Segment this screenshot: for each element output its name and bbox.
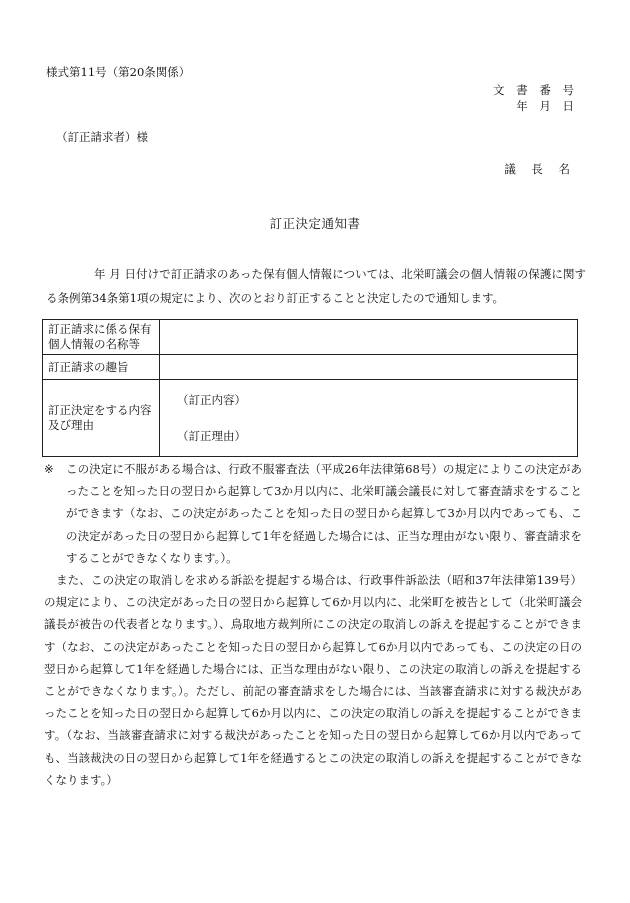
date-label: 年 月 日 xyxy=(516,99,578,113)
chairperson-label: 議 長 名 xyxy=(504,162,576,176)
notes-section xyxy=(44,458,582,791)
correction-content-label: （訂正内容） xyxy=(177,393,246,407)
note-mark: ※ xyxy=(44,462,54,476)
request-info-name-label: 訂正請求に係る保有個人情報の名称等 xyxy=(43,320,160,355)
decision-table xyxy=(42,319,578,457)
form-number: 様式第11号（第20条関係） xyxy=(46,65,191,79)
document-title: 訂正決定通知書 xyxy=(269,216,361,231)
addressee: （訂正請求者）様 xyxy=(56,130,148,144)
table-row xyxy=(43,380,578,457)
table-row xyxy=(43,320,578,355)
intro-paragraph: 年 月 日付けで訂正請求のあった保有個人情報については、北栄町議会の個人情報の保護に関する条例第34条第1項の規定により、次のとおり訂正することと決定したので通知します。 xyxy=(46,267,586,305)
note-appeal-text: この決定に不服がある場合は、行政不服審査法（平成26年法律第68号）の規定によりこの決定があったことを知った日の翌日から起算して3か月以内に、北栄町議会議長に対して審査請求をすることができます（なお、この決定があったことを知った日の翌日から起算して3か月以内であっても、この決定があった日の翌日から起算して1年を経過した場合には、正当な理由がない限り、審査請求をすることができなくなります。）。 xyxy=(66,462,582,565)
decision-content-label: 訂正決定をする内容及び理由 xyxy=(43,380,160,457)
note-lawsuit-text: また、この決定の取消しを求める訴訟を提起する場合は、行政事件訴訟法（昭和37年法律第139号）の規定により、この決定があった日の翌日から起算して6か月以内に、北栄町を被告として（北栄町議会議長が被告の代表者となります。）、鳥取地方裁判所にこの決定の取消しの訴えを提起することができます（なお、この決定があったことを知った日の翌日から起算して6か月以内であっても、この決定の日の翌日から起算して1年を経過した場合には、正当な理由がない限り、この決定の取消しの訴えを提起することができなくなります。）。ただし、前記の審査請求をした場合には、当該審査請求に対する裁決があったことを知った日の翌日から起算して6か月以内に、この決定の取消しの訴えを提起することができます。（なお、当該審査請求に対する裁決があったことを知った日の翌日から起算して6か月以内であっても、当該裁決の日の翌日から起算して1年を経過するとこの決定の取消しの訴えを提起することができなくなります。） xyxy=(44,573,582,787)
request-purpose-value xyxy=(160,355,578,380)
decision-content-value xyxy=(160,380,578,457)
document-header-right xyxy=(493,82,578,114)
correction-reason-label: （訂正理由） xyxy=(177,429,246,443)
document-number-label: 文 書 番 号 xyxy=(493,83,578,97)
table-row xyxy=(43,355,578,380)
request-info-name-value xyxy=(160,320,578,355)
note-appeal xyxy=(44,458,582,569)
request-purpose-label: 訂正請求の趣旨 xyxy=(43,355,160,380)
